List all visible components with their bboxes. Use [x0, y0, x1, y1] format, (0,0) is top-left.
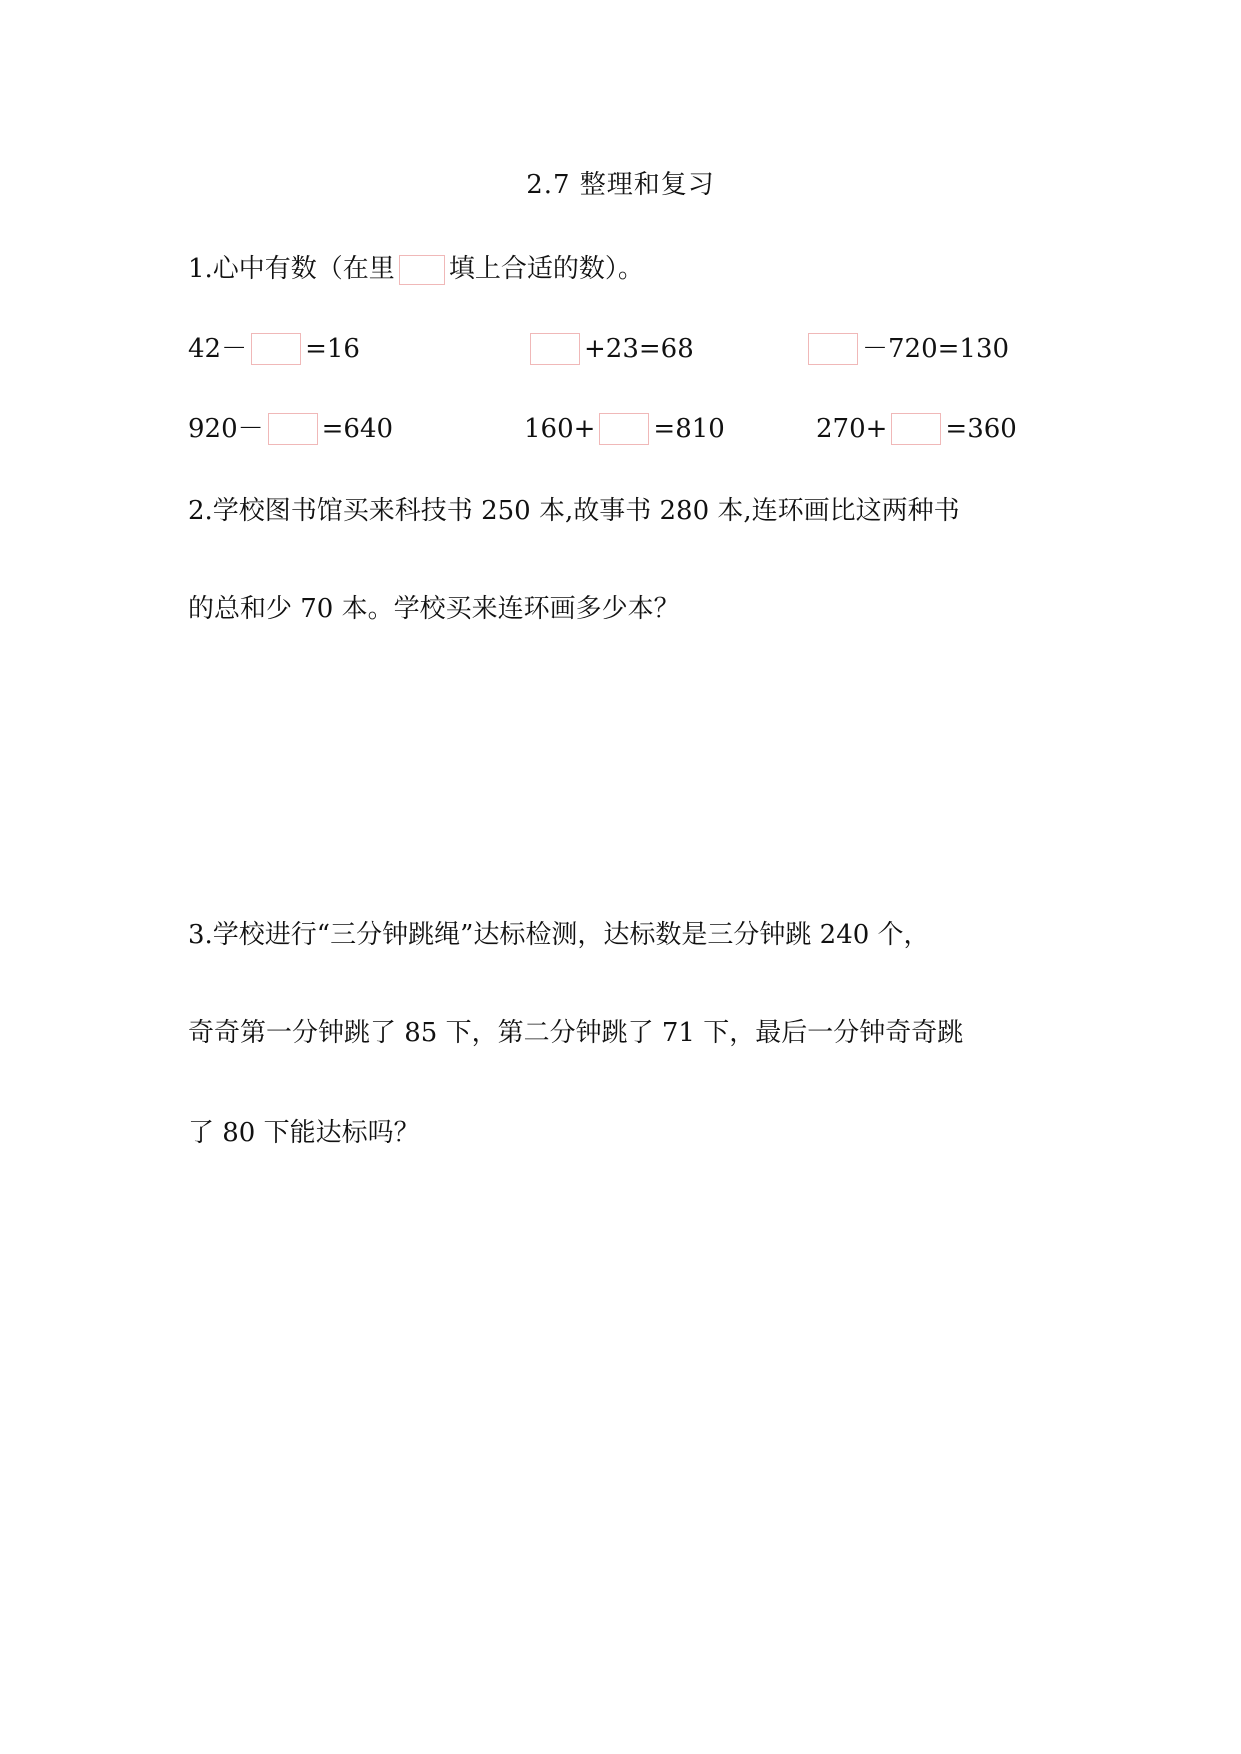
equation-text: －720=130 [862, 334, 1010, 364]
question-2-line-2: 的总和少 70 本。学校买来连环画多少本？ [188, 594, 680, 624]
equation-text: 270+ [816, 414, 888, 444]
question-3-line-1: 3.学校进行“三分钟跳绳”达标检测，达标数是三分钟跳 240 个， [188, 920, 930, 950]
answer-box[interactable] [268, 413, 318, 445]
equation-2-1 [188, 412, 393, 446]
equation-2-2 [524, 412, 725, 446]
answer-box[interactable] [808, 333, 858, 365]
answer-box[interactable] [530, 333, 580, 365]
equation-text: =16 [305, 334, 360, 364]
equation-text: =360 [945, 414, 1017, 444]
answer-box[interactable] [891, 413, 941, 445]
question-3-line-3: 了 80 下能达标吗？ [188, 1118, 420, 1148]
answer-box[interactable] [251, 333, 301, 365]
equation-text: 920－ [188, 414, 264, 444]
page-title: 2.7 整理和复习 [526, 170, 715, 200]
equation-2-3 [816, 412, 1017, 446]
equation-1-1 [188, 332, 360, 366]
answer-box[interactable] [599, 413, 649, 445]
equation-text: 42－ [188, 334, 248, 364]
question-1-intro-after: 填上合适的数）。 [448, 254, 644, 284]
question-1-intro [188, 252, 644, 286]
equation-text: 160+ [524, 414, 596, 444]
question-2-line-1: 2.学校图书馆买来科技书 250 本,故事书 280 本,连环画比这两种书 [188, 496, 960, 526]
equation-1-3 [804, 332, 1009, 366]
equation-1-2 [526, 332, 694, 366]
question-3-line-2: 奇奇第一分钟跳了 85 下，第二分钟跳了 71 下，最后一分钟奇奇跳 [188, 1018, 964, 1048]
equation-text: =810 [653, 414, 725, 444]
equation-text: +23=68 [584, 334, 694, 364]
question-1-intro-before: 1.心中有数（在里 [188, 254, 395, 284]
sample-answer-box [399, 255, 445, 285]
equation-text: =640 [321, 414, 394, 444]
